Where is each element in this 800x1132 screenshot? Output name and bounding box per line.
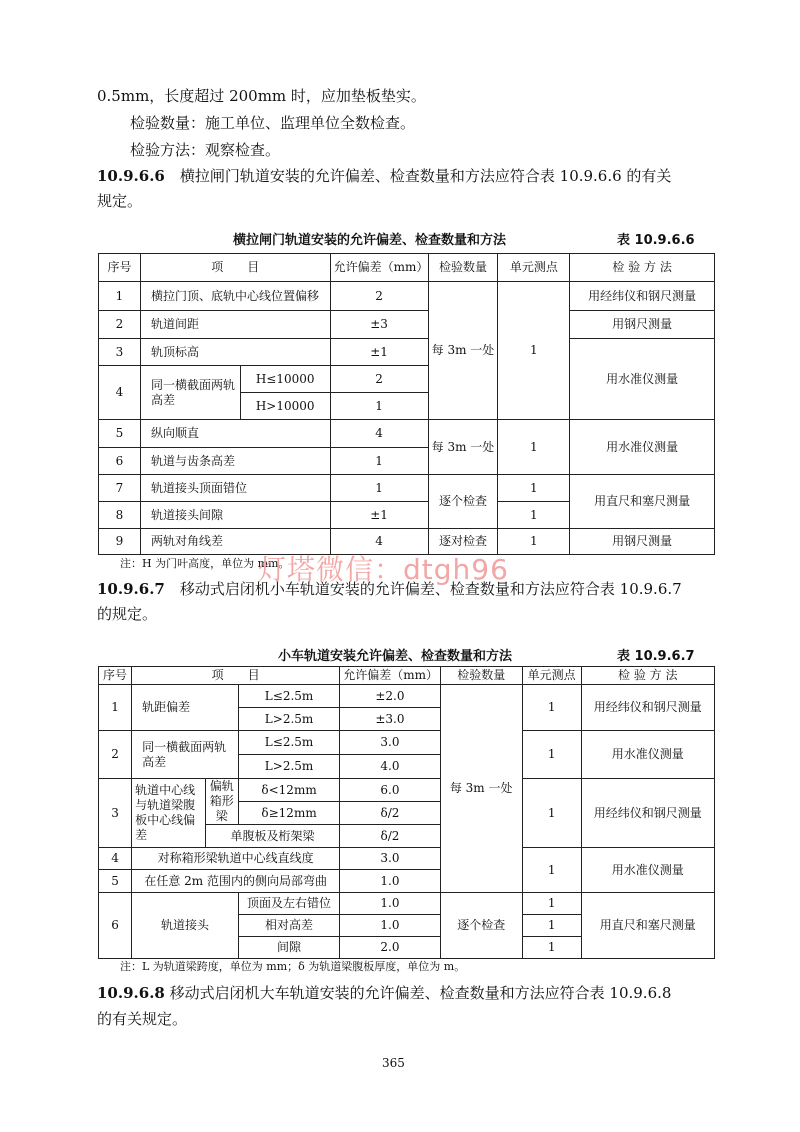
inspection-method-line: 检验方法：观察检查。: [130, 141, 281, 159]
deviation-cell: 4: [330, 529, 428, 555]
sub-item-cell: 间隙: [238, 937, 339, 959]
quantity-cell: 逐对检查: [428, 529, 498, 555]
header-cell: 检验数量: [428, 254, 498, 282]
deviation-cell: δ/2: [340, 825, 440, 848]
points-cell: 1: [498, 475, 570, 502]
row-number: 4: [99, 366, 141, 420]
table-row: [99, 475, 715, 502]
quantity-cell: 逐个检查: [440, 893, 522, 959]
clause-text: 移动式启闭机小车轨道安装的允许偏差、检查数量和方法应符合表 10.9.6.7: [179, 580, 682, 598]
points-cell: 1: [522, 779, 581, 848]
method-cell: 用水准仪测量: [581, 848, 715, 893]
row-number: 6: [99, 448, 141, 475]
item-cell: 轨道与齿条高差: [140, 448, 330, 475]
deviation-cell: 4.0: [340, 755, 440, 779]
points-cell: 1: [522, 848, 581, 893]
table-10-9-6-7: [98, 666, 715, 959]
deviation-cell: 1.0: [340, 915, 440, 937]
clause-10-9-6-6: [97, 166, 671, 186]
item-cell: 轨顶标高: [140, 339, 330, 366]
deviation-cell: 1: [330, 448, 428, 475]
sub-item-cell: L≤2.5m: [238, 731, 339, 755]
method-cell: 用直尺和塞尺测量: [581, 893, 715, 959]
item-cell: 轨道中心线与轨道梁腹板中心线偏差: [132, 779, 206, 848]
table-row: [99, 848, 715, 870]
table2-title: 小车轨道安装允许偏差、检查数量和方法: [278, 649, 513, 664]
header-cell: 允许偏差（mm）: [330, 254, 428, 282]
table2-note: 注：L 为轨道梁跨度，单位为 mm；δ 为轨道梁腹板厚度，单位为 m。: [120, 960, 466, 973]
item-cell: 轨道接头: [132, 893, 239, 959]
points-cell: 1: [522, 893, 581, 915]
header-cell: 序号: [99, 667, 132, 685]
clause-continuation: 的规定。: [97, 605, 158, 623]
method-cell: 用直尺和塞尺测量: [570, 475, 715, 529]
sub-item-cell: 相对高差: [238, 915, 339, 937]
table-row: [99, 311, 715, 339]
deviation-cell: 2: [330, 282, 428, 311]
clause-number: 10.9.6.6: [97, 167, 165, 185]
table-row: [99, 282, 715, 311]
points-cell: 1: [498, 420, 570, 475]
row-number: 4: [99, 848, 132, 870]
deviation-cell: 2.0: [340, 937, 440, 959]
points-cell: 1: [522, 685, 581, 731]
item-cell: 横拉门顶、底轨中心线位置偏移: [140, 282, 330, 311]
page-number: 365: [382, 1056, 405, 1070]
item-cell: 对称箱形梁轨道中心线直线度: [132, 848, 340, 870]
quantity-cell: 每 3m 一处: [440, 685, 522, 893]
item-cell: 在任意 2m 范围内的侧向局部弯曲: [132, 870, 340, 893]
deviation-cell: 1: [330, 393, 428, 420]
quantity-cell: 每 3m 一处: [428, 282, 498, 420]
sub-item-cell: H>10000: [240, 393, 330, 420]
deviation-cell: ±2.0: [340, 685, 440, 708]
clause-10-9-6-7: [97, 579, 682, 599]
row-number: 3: [99, 339, 141, 366]
table-row: [99, 685, 715, 708]
table-row: [99, 779, 715, 802]
sub-item-cell: δ≥12mm: [238, 802, 339, 825]
method-cell: 用钢尺测量: [570, 311, 715, 339]
quantity-cell: 逐个检查: [428, 475, 498, 529]
method-cell: 用经纬仪和钢尺测量: [570, 282, 715, 311]
deviation-cell: ±3.0: [340, 708, 440, 731]
row-number: 2: [99, 731, 132, 779]
row-number: 2: [99, 311, 141, 339]
method-cell: 用经纬仪和钢尺测量: [581, 779, 715, 848]
deviation-cell: ±1: [330, 502, 428, 529]
points-cell: 1: [522, 937, 581, 959]
quantity-cell: 每 3m 一处: [428, 420, 498, 475]
points-cell: 1: [522, 731, 581, 779]
clause-continuation: 的有关规定。: [97, 1010, 188, 1028]
sub-item-cell: H≤10000: [240, 366, 330, 393]
row-number: 1: [99, 685, 132, 731]
deviation-cell: ±1: [330, 339, 428, 366]
sub-item-cell: L>2.5m: [238, 708, 339, 731]
method-cell: 用水准仪测量: [570, 339, 715, 420]
deviation-cell: 4: [330, 420, 428, 448]
sub-item-cell: δ<12mm: [238, 779, 339, 802]
table-10-9-6-6: [98, 253, 715, 555]
points-cell: 1: [498, 502, 570, 529]
item-cell: 轨道接头顶面错位: [140, 475, 330, 502]
row-number: 7: [99, 475, 141, 502]
header-cell: 单元测点: [522, 667, 581, 685]
table1-label: 表 10.9.6.6: [617, 233, 695, 248]
sub-item-cell: 偏轨箱形梁: [205, 779, 238, 825]
table1-title: 横拉闸门轨道安装的允许偏差、检查数量和方法: [233, 233, 507, 248]
deviation-cell: 2: [330, 366, 428, 393]
method-cell: 用经纬仪和钢尺测量: [581, 685, 715, 731]
clause-text: 横拉闸门轨道安装的允许偏差、检查数量和方法应符合表 10.9.6.6 的有关: [179, 167, 672, 185]
deviation-cell: 1: [330, 475, 428, 502]
item-cell: 轨道间距: [140, 311, 330, 339]
method-cell: 用钢尺测量: [570, 529, 715, 555]
item-cell: 轨距偏差: [132, 685, 239, 731]
header-cell: 项 目: [132, 667, 340, 685]
table-row: [99, 893, 715, 915]
deviation-cell: 1.0: [340, 870, 440, 893]
points-cell: 1: [522, 915, 581, 937]
item-cell: 纵向顺直: [140, 420, 330, 448]
points-cell: 1: [498, 282, 570, 420]
row-number: 5: [99, 870, 132, 893]
table-row: [99, 731, 715, 755]
row-number: 5: [99, 420, 141, 448]
item-cell: 轨道接头间隙: [140, 502, 330, 529]
row-number: 6: [99, 893, 132, 959]
row-number: 1: [99, 282, 141, 311]
paragraph-line: 0.5mm，长度超过 200mm 时，应加垫板垫实。: [97, 87, 426, 105]
header-cell: 序号: [99, 254, 141, 282]
row-number: 3: [99, 779, 132, 848]
sub-item-cell: 顶面及左右错位: [238, 893, 339, 915]
clause-number: 10.9.6.8: [97, 984, 165, 1002]
deviation-cell: 1.0: [340, 893, 440, 915]
header-cell: 检 验 方 法: [581, 667, 715, 685]
row-number: 9: [99, 529, 141, 555]
points-cell: 1: [498, 529, 570, 555]
sub-item-cell: 单腹板及桁架梁: [205, 825, 340, 848]
sub-item-cell: L≤2.5m: [238, 685, 339, 708]
header-cell: 单元测点: [498, 254, 570, 282]
header-cell: 项 目: [140, 254, 330, 282]
item-cell: 两轨对角线差: [140, 529, 330, 555]
method-cell: 用水准仪测量: [570, 420, 715, 475]
deviation-cell: 6.0: [340, 779, 440, 802]
method-cell: 用水准仪测量: [581, 731, 715, 779]
row-number: 8: [99, 502, 141, 529]
table-row: [99, 420, 715, 448]
deviation-cell: 3.0: [340, 848, 440, 870]
item-cell: 同一横截面两轨高差: [132, 731, 239, 779]
watermark: 灯塔微信：dtgh96: [258, 553, 509, 586]
deviation-cell: ±3: [330, 311, 428, 339]
header-cell: 检 验 方 法: [570, 254, 715, 282]
clause-text: 移动式启闭机大车轨道安装的允许偏差、检查数量和方法应符合表 10.9.6.8: [169, 984, 672, 1002]
header-cell: 检验数量: [440, 667, 522, 685]
sub-item-cell: L>2.5m: [238, 755, 339, 779]
clause-10-9-6-8: [97, 983, 671, 1003]
table1-note: 注：H 为门叶高度，单位为 mm。: [120, 557, 290, 570]
table2-label: 表 10.9.6.7: [617, 649, 695, 664]
clause-continuation: 规定。: [97, 192, 143, 210]
header-cell: 允许偏差（mm）: [340, 667, 440, 685]
table-row: [99, 339, 715, 366]
deviation-cell: 3.0: [340, 731, 440, 755]
inspection-quantity-line: 检验数量：施工单位、监理单位全数检查。: [130, 114, 416, 132]
clause-number: 10.9.6.7: [97, 580, 165, 598]
deviation-cell: δ/2: [340, 802, 440, 825]
item-cell: 同一横截面两轨高差: [140, 366, 240, 420]
